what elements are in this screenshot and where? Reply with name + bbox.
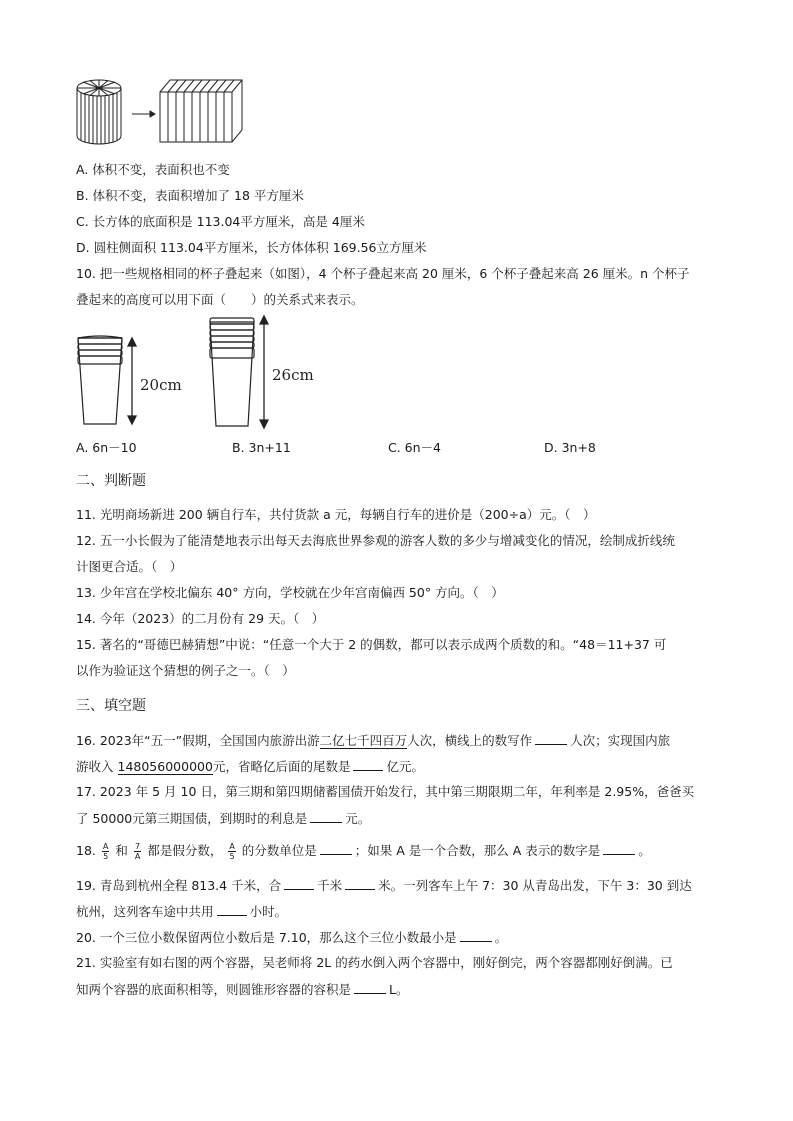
q21-line2: 知两个容器的底面积相等，则圆锥形容器的容积是 L。 (76, 982, 409, 997)
q12-line1: 12. 五一小长假为了能清楚地表示出每天去海底世界参观的游客人数的多少与增减变化的情况，绘制成折线统 (76, 533, 675, 548)
q10-option-d[interactable]: D. 3n+8 (544, 440, 596, 455)
q20: 20. 一个三位小数保留两位小数后是 7.10，那么这个三位小数最小是 。 (76, 930, 508, 945)
height-arrow-26cm (260, 316, 268, 428)
q18-fraction-a-over-5-repeat: $\frac{A}{5}$ (229, 842, 235, 861)
q9-option-d[interactable]: D. 圆柱侧面积 113.04平方厘米，长方体体积 169.56立方厘米 (76, 240, 427, 255)
q21-line1: 21. 实验室有如右图的两个容器，吴老师将 2L 的药水倒入两个容器中，刚好倒完，两个容器都刚好倒满。已 (76, 955, 673, 970)
q9-option-c[interactable]: C. 长方体的底面积是 113.04平方厘米，高是 4厘米 (76, 214, 365, 229)
q17-line2: 了 50000元第三期国债，到期时的利息是 元。 (76, 811, 371, 826)
transform-arrow-icon (132, 111, 155, 117)
q10-stem-line2: 叠起来的高度可以用下面（ ）的关系式来表示。 (76, 292, 364, 307)
q15-line1: 15. 著名的“哥德巴赫猜想”中说：“任意一个大于 2 的偶数，都可以表示成两个质数的和。“48＝11+37 可 (76, 637, 667, 652)
q19-line1: 19. 青岛到杭州全程 813.4 千米，合 千米 米。一列客车上午 7：30 从青岛出发，下午 3：30 到达 (76, 878, 692, 893)
q9-option-a[interactable]: A. 体积不变，表面积也不变 (76, 162, 230, 177)
q18-blank-1[interactable] (320, 842, 352, 855)
cylinder-figure (77, 80, 121, 144)
q14: 14. 今年（2023）的二月份有 29 天。（ ） (76, 611, 325, 626)
q10-option-c[interactable]: C. 6n－4 (388, 440, 442, 455)
q16-blank-2[interactable] (353, 758, 383, 771)
q21-blank[interactable] (354, 981, 386, 994)
q18-blank-2[interactable] (603, 842, 635, 855)
q10-option-a[interactable]: A. 6n－10 (76, 440, 137, 455)
section-title-judgement: 二、判断题 (76, 473, 146, 489)
cuboid-figure (160, 80, 242, 142)
q10-stem-line1: 10. 把一些规格相同的杯子叠起来（如图），4 个杯子叠起来高 20 厘米，6 个杯子叠起来高 26 厘米。n 个杯子 (76, 266, 690, 281)
q13: 13. 少年宫在学校北偏东 40° 方向，学校就在少年宫南偏西 50° 方向。（ ） (76, 585, 504, 600)
height-arrow-20cm (128, 338, 136, 424)
q18-fraction-a-over-5: $\frac{A}{5}$ (102, 842, 109, 861)
q17-line1: 17. 2023 年 5 月 10 日，第三期和第四期储蓄国债开始发行，其中第三期限期二年，年利率是 2.95%，爸爸买 (76, 784, 695, 799)
cuboid-slices (168, 80, 234, 142)
q18-fraction-7-over-a: $\frac{7}{A}$ (134, 842, 141, 861)
q9-figure (74, 76, 254, 148)
q16-line1: 16. 2023年“五一”假期，全国国内旅游出游二亿七千四百万人次，横线上的数写作 人次；实现国内旅 (76, 733, 671, 748)
q16-money-value: 148056000000 (117, 759, 213, 774)
four-cups-stack (78, 336, 122, 424)
q9-option-b[interactable]: B. 体积不变，表面积增加了 18 平方厘米 (76, 188, 304, 203)
cylinder-side-stripes (81, 92, 117, 144)
q15-line2: 以作为验证这个猜想的例子之一。（ ） (76, 663, 295, 678)
six-cups-stack (210, 318, 254, 426)
q18: 18. $\frac{A}{5}$ 和 $\frac{7}{A}$ 都是假分数， $\frac{A}{5}$ 的分数单位是 ；如果 A 是一个合数，那么 A 表示的数字是 。 (76, 842, 651, 861)
q16-underlined-number: 二亿七千四百万 (319, 733, 408, 748)
q16-line2: 游收入 148056000000元，省略亿后面的尾数是 亿元。 (76, 759, 424, 774)
label-26cm: 26cm (272, 366, 314, 384)
q19-line2: 杭州，这列客车途中共用 小时。 (76, 904, 288, 919)
q10-option-b[interactable]: B. 3n+11 (232, 440, 291, 455)
q10-cups-figure (74, 314, 334, 434)
cylinder-top-wedges (77, 80, 121, 96)
label-20cm: 20cm (140, 376, 182, 394)
q17-blank[interactable] (310, 810, 342, 823)
q19-blank-3[interactable] (217, 903, 247, 916)
q12-line2: 计图更合适。（ ） (76, 559, 183, 574)
q16-blank-1[interactable] (535, 732, 567, 745)
q20-blank[interactable] (460, 929, 492, 942)
q19-blank-1[interactable] (284, 877, 314, 890)
section-title-fill-blank: 三、填空题 (76, 698, 146, 714)
q11: 11. 光明商场新进 200 辆自行车，共付货款 a 元，每辆自行车的进价是（200÷a）元。（ ） (76, 507, 596, 522)
q19-blank-2[interactable] (345, 877, 375, 890)
